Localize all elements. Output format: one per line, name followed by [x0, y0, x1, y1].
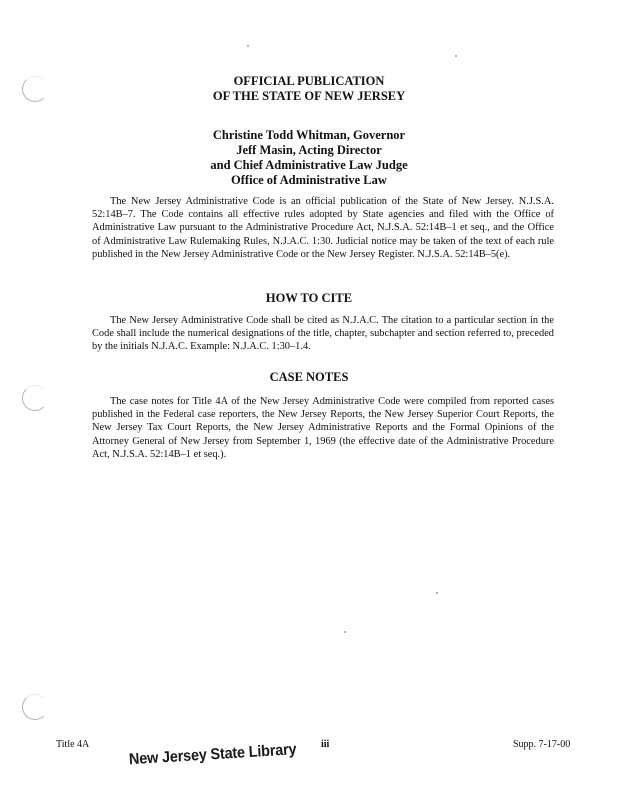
footer-title: Title 4A [56, 739, 90, 750]
scan-speck [344, 631, 346, 633]
publication-title-line2: OF THE STATE OF NEW JERSEY [212, 89, 406, 103]
scan-speck [436, 592, 438, 594]
footer-page-number: iii [321, 739, 330, 750]
library-stamp: New Jersey State Library [128, 741, 297, 769]
punch-hole-mark-middle [22, 385, 48, 411]
scan-speck [247, 45, 249, 47]
officials-governor: Christine Todd Whitman, Governor [212, 128, 406, 142]
case-notes-paragraph: The case notes for Title 4A of the New Jersey Administrative Code were compiled from reported cases published in the Federal case reporters, the New Jersey Reports, the New Jersey Superior Court Reports, the New Jersey Tax Court Reports, the New Jersey Administrative Reports and the Formal Opinions of the Attorney General of New Jersey from September 1, 1969 (the effective date of the Administrative Procedure Act, N.J.S.A. 52:14B–1 et seq.). [92, 396, 554, 460]
officials-director: Jeff Masin, Acting Director [236, 143, 382, 157]
publication-title [0, 74, 618, 104]
officials-block [0, 128, 618, 188]
footer-supplement-date: Supp. 7-17-00 [513, 739, 571, 750]
intro-paragraph: The New Jersey Administrative Code is an official publication of the State of New Jersey. N.J.S.A. 52:14B–7. The Code contains all effective rules adopted by State agencies and filed with the Office of Administrative Law pursuant to the Administrative Procedure Act, N.J.S.A. 52:14B–1 et seq., and the Office of Administrative Law Rulemaking Rules, N.J.A.C. 1:30. Judicial notice may be taken of the text of each rule published in the New Jersey Administrative Code or the New Jersey Register. N.J.S.A. 52:14B–5(e). [92, 196, 554, 260]
officials-office: Office of Administrative Law [231, 173, 387, 187]
scan-speck [455, 55, 457, 57]
how-to-cite-paragraph: The New Jersey Administrative Code shall be cited as N.J.A.C. The citation to a particular section in the Code shall include the numerical designations of the title, chapter, subchapter and section referred to, preceded by the initials N.J.A.C. Example: N.J.A.C. 1:30–1.4. [92, 315, 554, 353]
case-notes-heading: CASE NOTES [269, 370, 349, 384]
publication-title-line1: OFFICIAL PUBLICATION [233, 74, 385, 88]
officials-judge: and Chief Administrative Law Judge [210, 158, 408, 172]
punch-hole-mark-bottom [22, 694, 48, 720]
how-to-cite-heading: HOW TO CITE [265, 291, 353, 305]
